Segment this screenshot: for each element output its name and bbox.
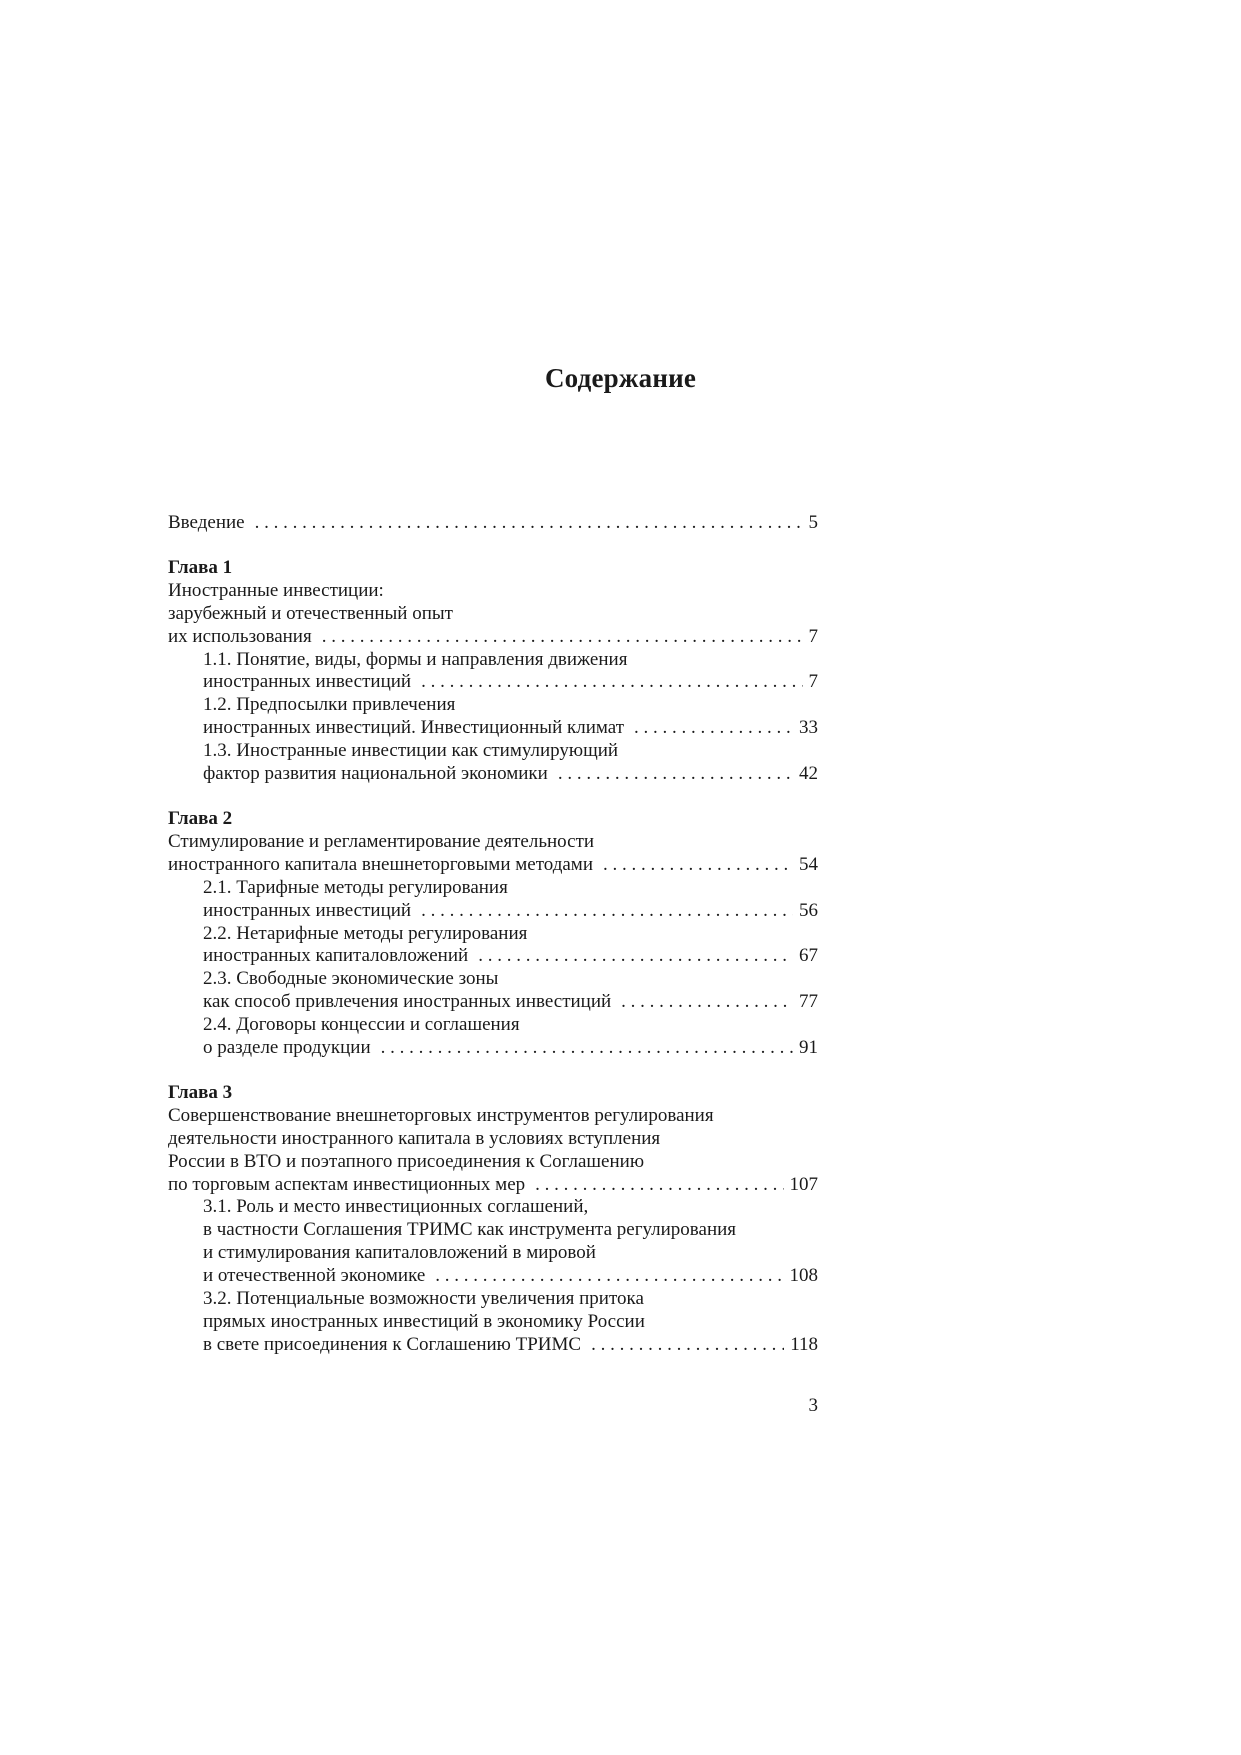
toc-page-number: 7 (808, 625, 818, 647)
toc-section-line (168, 1288, 818, 1311)
dot-leader (381, 1037, 793, 1060)
toc-title-line (168, 1128, 818, 1151)
page-number: 3 (808, 1395, 818, 1416)
toc-entry-text: иностранных инвестиций (203, 899, 412, 921)
toc-section-line (168, 1242, 818, 1265)
toc-entry-section[interactable] (168, 1265, 818, 1288)
dot-leader (478, 945, 793, 968)
toc-section-line (168, 694, 818, 717)
toc-entry-text: о разделе продукции (203, 1037, 371, 1059)
toc-chapter-1 (168, 557, 818, 786)
toc-section-line (168, 1311, 818, 1334)
toc-page-number: 54 (799, 853, 818, 875)
dot-leader (435, 1265, 783, 1288)
page-title: Содержание (544, 363, 697, 393)
toc-entry-text: Совершенствование внешнеторговых инструментов регулирования (168, 1104, 714, 1126)
toc-page-number: 42 (799, 763, 818, 785)
toc-entry-text: 2.3. Свободные экономические зоны (203, 968, 499, 990)
dot-leader (255, 512, 803, 535)
toc-entry-section[interactable] (168, 671, 818, 694)
toc-entry-chapter-title[interactable] (168, 854, 818, 877)
toc-entry-text: и стимулирования капиталовложений в мировой (203, 1242, 596, 1264)
toc-title-line (168, 831, 818, 854)
toc-entry-text: в частности Соглашения ТРИМС как инструмента регулирования (203, 1219, 737, 1241)
toc-entry-text: 2.1. Тарифные методы регулирования (203, 876, 508, 898)
toc-page-number: 118 (790, 1333, 818, 1355)
toc-title-line (168, 580, 818, 603)
toc-section-line (168, 877, 818, 900)
dot-leader (535, 1174, 783, 1197)
toc-section-line (168, 923, 818, 946)
toc-title-line (168, 1151, 818, 1174)
toc-entry-section[interactable] (168, 991, 818, 1014)
toc-section-line (168, 968, 818, 991)
toc-entry-text: 1.1. Понятие, виды, формы и направления движения (203, 648, 628, 670)
toc-entry-text: 3.2. Потенциальные возможности увеличения притока (203, 1288, 644, 1310)
toc-page-number: 77 (799, 991, 818, 1013)
chapter-label: Глава 3 (168, 1081, 233, 1103)
toc-page-number: 67 (799, 945, 818, 967)
dot-leader (591, 1334, 784, 1357)
toc-entry-text: фактор развития национальной экономики (203, 763, 548, 785)
toc-chapter-3 (168, 1082, 818, 1357)
toc-entry-text: иностранных капиталовложений (203, 945, 469, 967)
toc-entry-text: России в ВТО и поэтапного присоединения к Соглашению (168, 1150, 645, 1172)
dot-leader (621, 991, 793, 1014)
toc-entry-text: прямых иностранных инвестиций в экономику России (203, 1311, 645, 1332)
toc-entry-text: иностранного капитала внешнеторговыми методами (168, 853, 593, 875)
dot-leader (421, 671, 802, 694)
toc-entry-section[interactable] (168, 717, 818, 740)
toc-entry-text: 3.1. Роль и место инвестиционных соглашений, (203, 1196, 589, 1218)
toc-entry-section[interactable] (168, 1334, 818, 1357)
dot-leader (558, 763, 793, 786)
toc-entry-text: Стимулирование и регламентирование деятельности (168, 830, 595, 852)
toc-title-line (168, 1105, 818, 1128)
toc-entry-text: иностранных инвестиций (203, 671, 412, 693)
toc-page-number: 108 (789, 1265, 818, 1287)
toc-entry-text: иностранных инвестиций. Инвестиционный климат (203, 717, 625, 739)
toc-entry-section[interactable] (168, 945, 818, 968)
toc-section-line (168, 649, 818, 672)
toc-page-number: 91 (799, 1037, 818, 1059)
toc-entry-text: их использования (168, 625, 312, 647)
toc-section-line (168, 1014, 818, 1037)
toc-entry-text: 2.2. Нетарифные методы регулирования (203, 922, 528, 944)
table-of-contents (168, 512, 818, 1357)
toc-entry-text: деятельности иностранного капитала в условиях вступления (168, 1127, 661, 1149)
dot-leader (603, 854, 793, 877)
toc-entry-section[interactable] (168, 763, 818, 786)
dot-leader (322, 626, 803, 649)
toc-entry-text: 1.3. Иностранные инвестиции как стимулирующий (203, 740, 619, 762)
toc-entry-intro[interactable] (168, 512, 818, 535)
toc-entry-text: Иностранные инвестиции: (168, 579, 384, 601)
toc-section-line (168, 1219, 818, 1242)
toc-entry-section[interactable] (168, 900, 818, 923)
toc-entry-text: Введение (168, 512, 245, 533)
toc-entry-chapter-title[interactable] (168, 626, 818, 649)
toc-page-number: 7 (808, 671, 818, 693)
toc-section-line (168, 1196, 818, 1219)
toc-section-line (168, 740, 818, 763)
toc-entry-text: зарубежный и отечественный опыт (168, 602, 453, 624)
toc-page-number: 33 (799, 717, 818, 739)
toc-page-number: 56 (799, 899, 818, 921)
toc-entry-text: 1.2. Предпосылки привлечения (203, 694, 456, 716)
toc-entry-section[interactable] (168, 1037, 818, 1060)
toc-entry-text: 2.4. Договоры концессии и соглашения (203, 1014, 520, 1036)
toc-entry-text: в свете присоединения к Соглашению ТРИМС (203, 1333, 582, 1355)
chapter-label: Глава 1 (168, 556, 233, 578)
toc-page-number: 107 (789, 1173, 818, 1195)
chapter-label: Глава 2 (168, 807, 233, 829)
toc-entry-text: по торговым аспектам инвестиционных мер (168, 1173, 526, 1195)
toc-page-number: 5 (808, 512, 818, 533)
toc-title-line (168, 603, 818, 626)
toc-entry-chapter-title[interactable] (168, 1174, 818, 1197)
dot-leader (634, 717, 793, 740)
toc-entry-text: и отечественной экономике (203, 1265, 426, 1287)
toc-entry-text: как способ привлечения иностранных инвестиций (203, 991, 612, 1013)
toc-chapter-2 (168, 808, 818, 1060)
dot-leader (421, 900, 793, 923)
